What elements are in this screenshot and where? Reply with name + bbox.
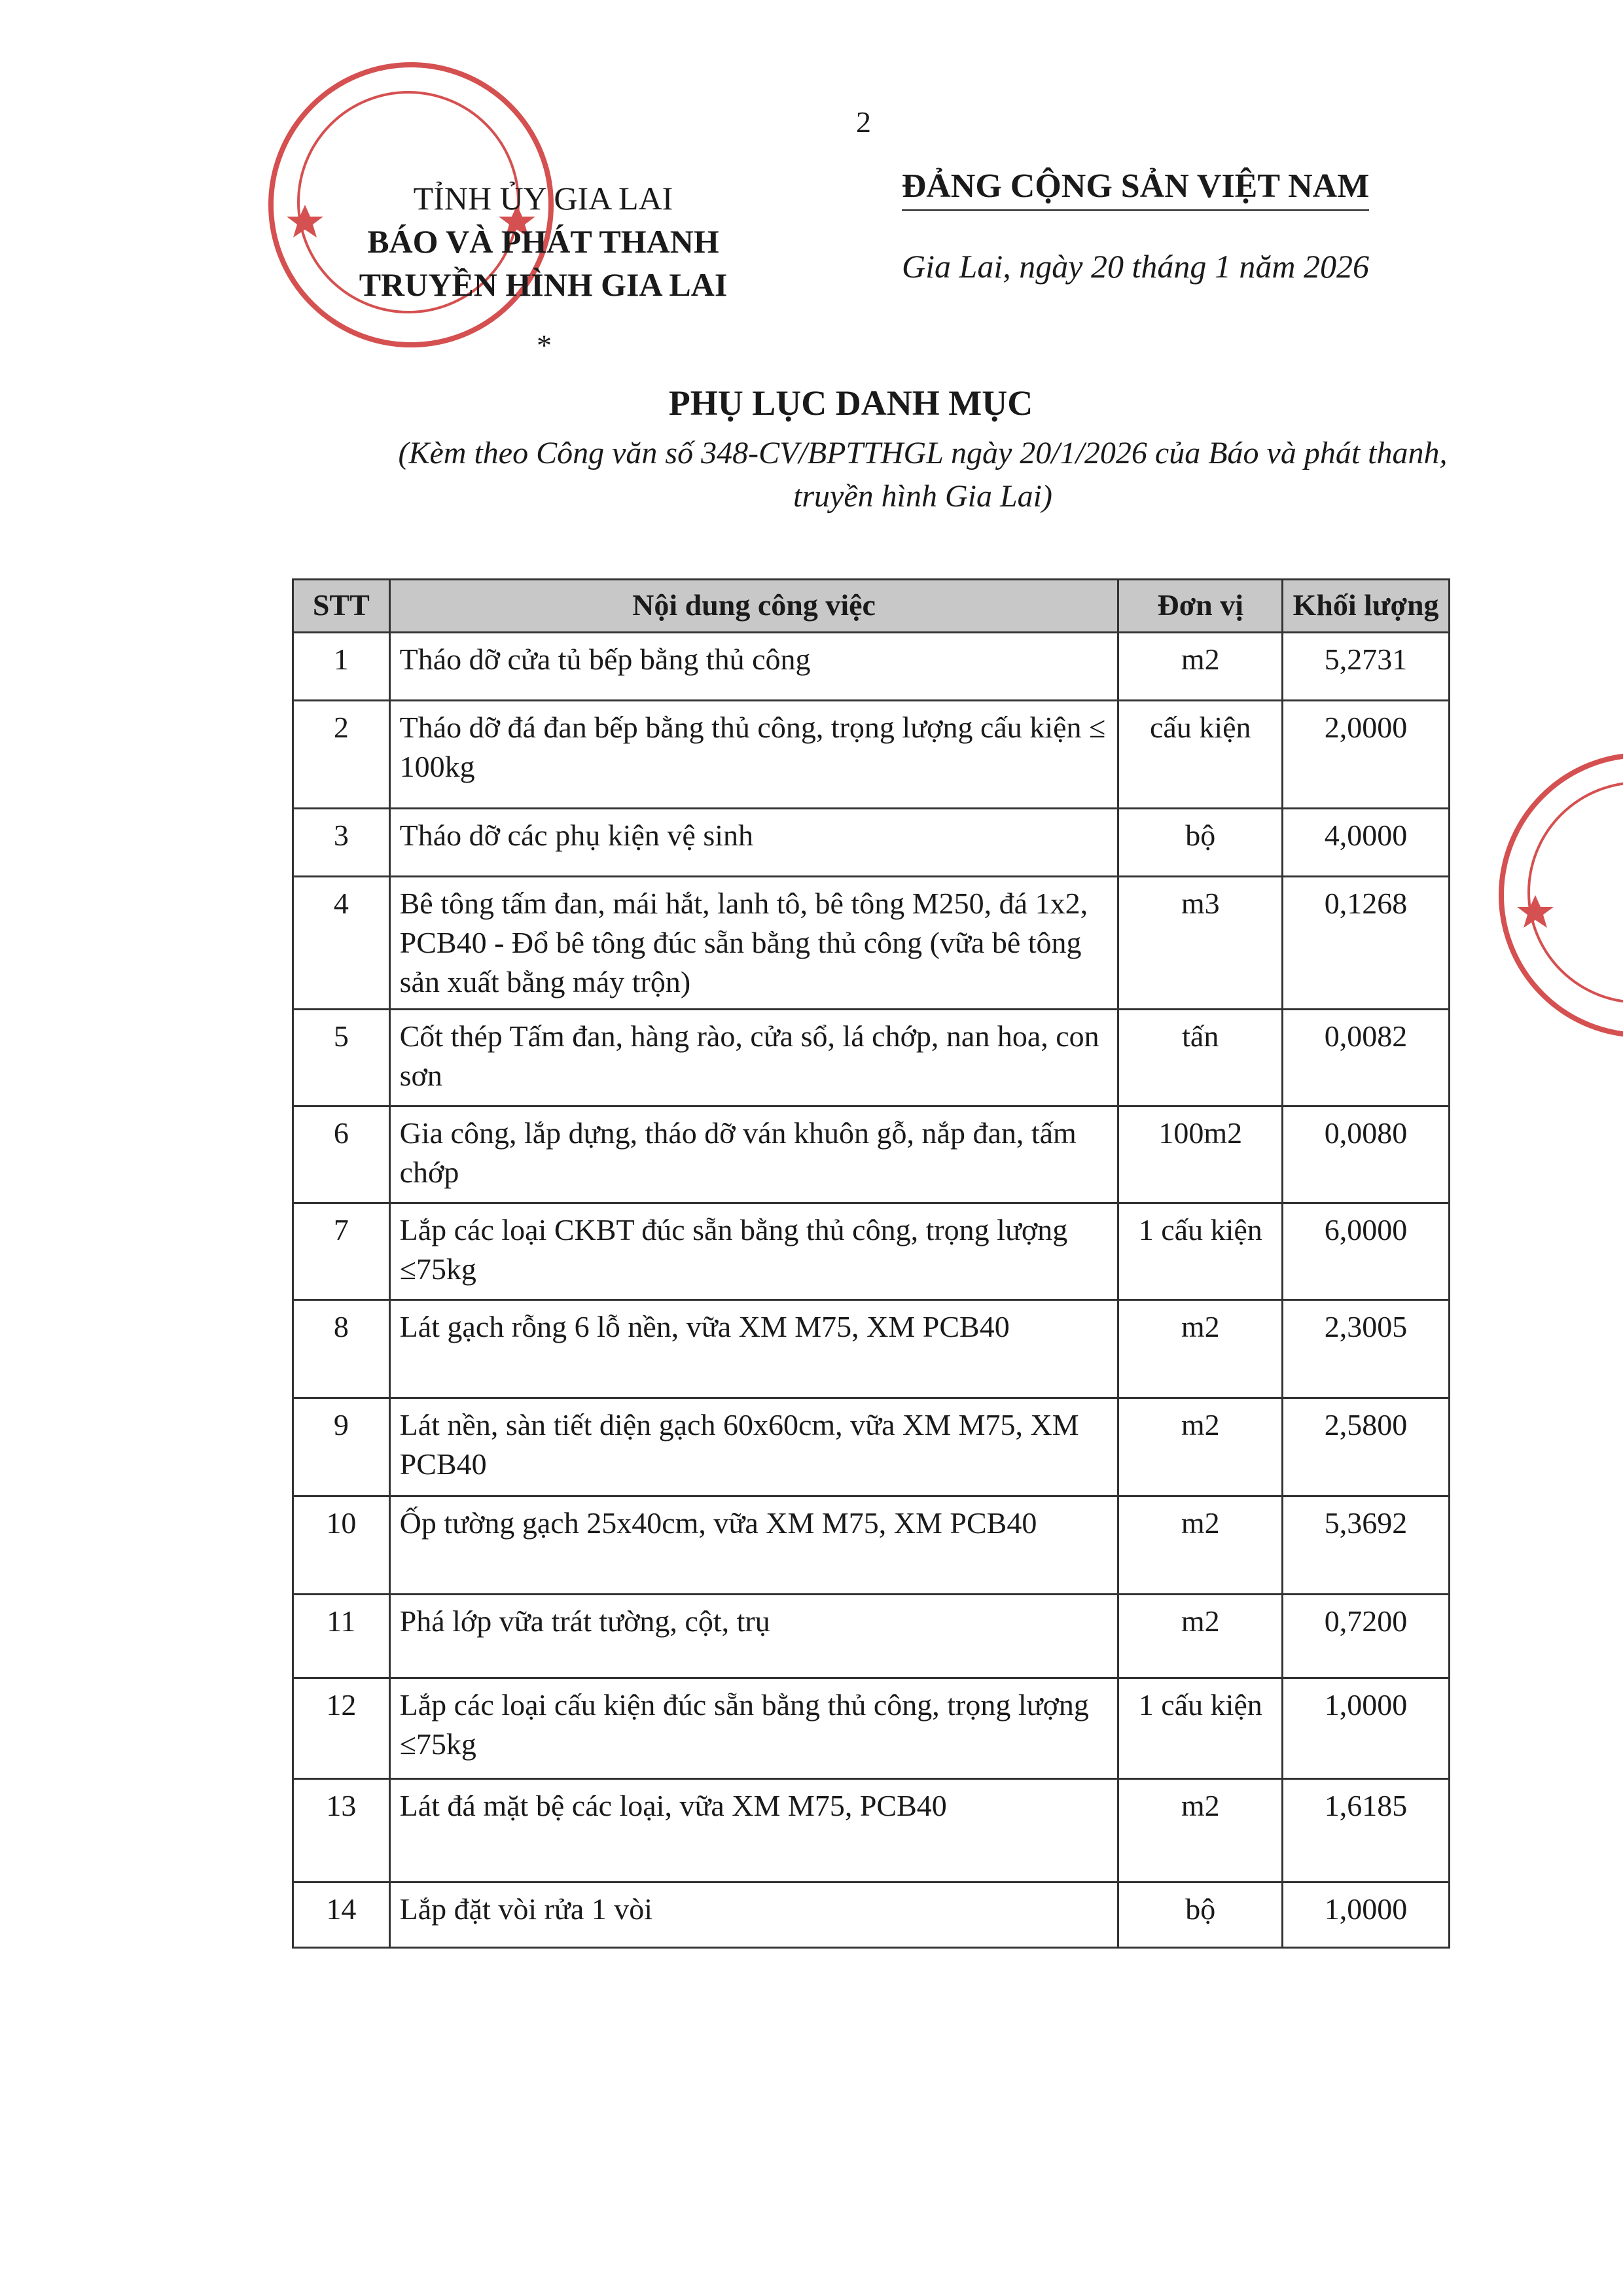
cell-content: Tháo dỡ cửa tủ bếp bằng thủ công — [389, 633, 1118, 701]
table-row — [293, 1678, 1450, 1779]
org-line-3: TRUYỀN HÌNH GIA LAI — [359, 266, 728, 303]
cell-unit: tấn — [1118, 1010, 1283, 1106]
cell-unit: bộ — [1118, 809, 1283, 877]
cell-content: Tháo dỡ đá đan bếp bằng thủ công, trọng lượng cấu kiện ≤ 100kg — [389, 701, 1118, 809]
cell-unit: m2 — [1118, 1779, 1283, 1882]
table-row — [293, 1595, 1450, 1678]
cell-stt: 8 — [293, 1300, 390, 1398]
cell-qty: 1,0000 — [1283, 1678, 1450, 1779]
cell-content: Cốt thép Tấm đan, hàng rào, cửa sổ, lá chớp, nan hoa, con sơn — [389, 1010, 1118, 1106]
cell-content: Lắp các loại cấu kiện đúc sẵn bằng thủ công, trọng lượng ≤75kg — [389, 1678, 1118, 1779]
cell-qty: 0,0080 — [1283, 1106, 1450, 1203]
org-line-1: TỈNH ỦY GIA LAI — [413, 180, 673, 217]
cell-qty: 2,3005 — [1283, 1300, 1450, 1398]
cell-content: Lát đá mặt bệ các loại, vữa XM M75, PCB40 — [389, 1779, 1118, 1882]
cell-unit: m2 — [1118, 1398, 1283, 1496]
org-line-2: BÁO VÀ PHÁT THANH — [367, 223, 719, 260]
table-row — [293, 1106, 1450, 1203]
cell-stt: 13 — [293, 1779, 390, 1882]
cell-content: Phá lớp vữa trát tường, cột, trụ — [389, 1595, 1118, 1678]
cell-stt: 4 — [293, 877, 390, 1010]
table-row — [293, 877, 1450, 1010]
cell-stt: 14 — [293, 1882, 390, 1948]
cell-content: Lắp các loại CKBT đúc sẵn bằng thủ công, trọng lượng ≤75kg — [389, 1203, 1118, 1300]
cell-unit: cấu kiện — [1118, 701, 1283, 809]
cell-stt: 10 — [293, 1496, 390, 1595]
cell-qty: 0,7200 — [1283, 1595, 1450, 1678]
cell-content: Ốp tường gạch 25x40cm, vữa XM M75, XM PCB40 — [389, 1496, 1118, 1595]
cell-qty: 5,2731 — [1283, 633, 1450, 701]
party-name: ĐẢNG CỘNG SẢN VIỆT NAM — [902, 167, 1370, 211]
cell-qty: 0,0082 — [1283, 1010, 1450, 1106]
table-row — [293, 1398, 1450, 1496]
table-row — [293, 701, 1450, 809]
header-stt: STT — [293, 580, 390, 633]
cell-unit: 100m2 — [1118, 1106, 1283, 1203]
page-number: 2 — [856, 105, 871, 139]
cell-unit: m3 — [1118, 877, 1283, 1010]
header-qty: Khối lượng — [1283, 580, 1450, 633]
cell-unit: m2 — [1118, 633, 1283, 701]
cell-content: Tháo dỡ các phụ kiện vệ sinh — [389, 809, 1118, 877]
cell-stt: 9 — [293, 1398, 390, 1496]
side-seal-star-icon — [1504, 758, 1623, 1033]
header-content: Nội dung công việc — [389, 580, 1118, 633]
cell-qty: 1,0000 — [1283, 1882, 1450, 1948]
cell-unit: 1 cấu kiện — [1118, 1203, 1283, 1300]
cell-content: Gia công, lắp dựng, tháo dỡ ván khuôn gỗ, nắp đan, tấm chớp — [389, 1106, 1118, 1203]
cell-stt: 12 — [293, 1678, 390, 1779]
issuing-organization — [308, 177, 779, 362]
document-title: PHỤ LỤC DANH MỤC — [668, 383, 1033, 423]
document-subtitle: (Kèm theo Công văn số 348-CV/BPTTHGL ngày 20/1/2026 của Báo và phát thanh, truyền hình Gia Lai) — [398, 436, 1448, 514]
cell-qty: 4,0000 — [1283, 809, 1450, 877]
cell-content: Lát nền, sàn tiết diện gạch 60x60cm, vữa XM M75, XM PCB40 — [389, 1398, 1118, 1496]
cell-qty: 5,3692 — [1283, 1496, 1450, 1595]
table-row — [293, 1882, 1450, 1948]
table-row — [293, 1496, 1450, 1595]
cell-stt: 3 — [293, 809, 390, 877]
cell-content: Lát gạch rỗng 6 lỗ nền, vữa XM M75, XM PCB40 — [389, 1300, 1118, 1398]
side-seal-partial — [1499, 752, 1623, 1038]
table-row — [293, 633, 1450, 701]
cell-unit: 1 cấu kiện — [1118, 1678, 1283, 1779]
cell-stt: 7 — [293, 1203, 390, 1300]
cell-qty: 6,0000 — [1283, 1203, 1450, 1300]
cell-unit: m2 — [1118, 1496, 1283, 1595]
cell-unit: m2 — [1118, 1300, 1283, 1398]
org-star-mark: * — [537, 328, 552, 362]
table-body — [293, 633, 1450, 1948]
table-row — [293, 1010, 1450, 1106]
cell-content: Lắp đặt vòi rửa 1 vòi — [389, 1882, 1118, 1948]
cell-stt: 1 — [293, 633, 390, 701]
header-unit: Đơn vị — [1118, 580, 1283, 633]
cell-qty: 2,0000 — [1283, 701, 1450, 809]
cell-stt: 2 — [293, 701, 390, 809]
cell-stt: 11 — [293, 1595, 390, 1678]
cell-qty: 1,6185 — [1283, 1779, 1450, 1882]
table-header-row — [293, 580, 1450, 633]
table-row — [293, 809, 1450, 877]
cell-qty: 0,1268 — [1283, 877, 1450, 1010]
table-row — [293, 1203, 1450, 1300]
date-line: Gia Lai, ngày 20 tháng 1 năm 2026 — [902, 248, 1369, 285]
cell-unit: bộ — [1118, 1882, 1283, 1948]
cell-content: Bê tông tấm đan, mái hắt, lanh tô, bê tông M250, đá 1x2, PCB40 - Đổ bê tông đúc sẵn bằng thủ công (vữa bê tông sản xuất bằng máy trộn) — [389, 877, 1118, 1010]
work-items-table — [292, 578, 1450, 1949]
cell-unit: m2 — [1118, 1595, 1283, 1678]
cell-stt: 6 — [293, 1106, 390, 1203]
national-header — [874, 167, 1397, 285]
table-row — [293, 1300, 1450, 1398]
cell-qty: 2,5800 — [1283, 1398, 1450, 1496]
table-row — [293, 1779, 1450, 1882]
cell-stt: 5 — [293, 1010, 390, 1106]
